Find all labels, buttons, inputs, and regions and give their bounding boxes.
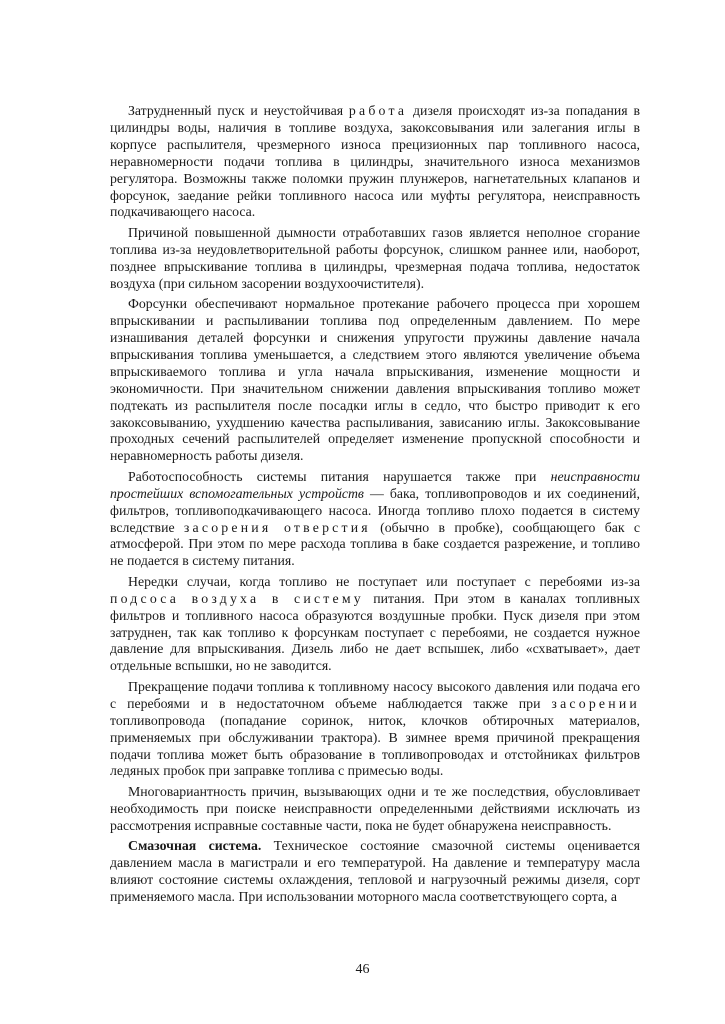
paragraph-7 — [110, 784, 640, 835]
spaced-emphasis: засорении — [551, 695, 640, 711]
text-run: дизеля происходят из-за попадания в цилиндры воды, наличия в топливе воздуха, закоксовывания или залегания иглы в корпусе распылителя, чрезмерного износа прецизионных пар топливного насоса, неравномерности подачи топлива в цилиндры, значительного износа механизмов регулятора. Возможны также поломки пружин плунжеров, нагнетательных клапанов и форсунок, заедание рейки топливного насоса или муфты регулятора, неисправность подкачивающего насоса. — [110, 103, 640, 220]
text-run: Техническое состояние смазочной системы оценивается давлением масла в магистрали и его температурой. На давление и температуру масла влияют состояние системы охлаждения, тепловой и нагрузочный режимы дизеля, сорт применяемого масла. При использовании моторного масла соответствующего сорта, а — [110, 838, 640, 904]
text-run: Нередки случаи, когда топливо не поступает или поступает с перебоями из-за — [128, 573, 640, 589]
text-run: — бака, топливопроводов и их соединений, фильтров, топливоподкачивающего насоса. Иногда топливо плохо подается в систему вследствие — [110, 485, 640, 535]
text-run: топливопровода (попадание соринок, ниток, клочков обтирочных материалов, применяемых при обслуживании трактора). В зимнее время причиной прекращения подачи топлива может быть образование в топливопроводах и отстойниках фильтров ледяных пробок при заправке топлива с примесью воды. — [110, 712, 640, 779]
text-run: Прекращение подачи топлива к топливному насосу высокого давления или подача его с перебоями и в недостаточном объеме наблюдается также при — [110, 678, 640, 711]
italic-emphasis: неисправности простейших вспомогательных устройств — [110, 468, 640, 501]
paragraph-5 — [110, 574, 640, 675]
section-heading: Смазочная система. — [128, 838, 262, 854]
text-run: Работоспособность системы питания нарушается также при — [128, 468, 551, 484]
paragraph-2 — [110, 225, 640, 293]
text-run: Причиной повышенной дымности отработавших газов является неполное сгорание топлива из-за неудовлетворительной работы форсунок, слишком раннее или, наоборот, позднее впрыскивание топлива в цилиндры, чрезмерная подача топлива, недостаток воздуха (при сильном засорении воздухоочистителя). — [110, 224, 640, 291]
text-run: Многовариантность причин, вызывающих одни и те же последствия, обусловливает необходимость при поиске неисправности определенными действиями исключать из рассмотрения исправные составные части, пока не будет обнаружена неисправность. — [110, 783, 640, 833]
paragraph-3 — [110, 296, 640, 465]
text-run: (обычно в пробке), сообщающего бак с атмосферой. При этом по мере расхода топлива в баке создается разрежение, и топливо не подается в систему питания. — [110, 519, 640, 569]
spaced-emphasis: подсоса воздуха в систему — [110, 590, 364, 606]
text-run: Затрудненный пуск и неустойчивая — [128, 103, 349, 118]
spaced-emphasis: засорения отверстия — [183, 519, 371, 535]
text-run: Форсунки обеспечивают нормальное протекание рабочего процесса при хорошем впрыскивании и распыливании топлива под определенным давлением. По мере изнашивания деталей форсунки и снижения упругости пружины давление начала впрыскивания топлива уменьшается, а следствием этого являются увеличение объема впрыскиваемого топлива и угла начала впрыскивания, изменение мощности и экономичности. При значительном снижении давления впрыскивания топливо может подтекать из распылителя после посадки иглы в седло, что быстро приводит к его закоксовыванию, ухудшению качества распыливания, зависанию иглы. Закоксовывание проходных сечений распылителей определяет изменение пропускной способности и неравномерность работы дизеля. — [110, 296, 640, 464]
spaced-emphasis: работа — [348, 103, 408, 118]
page-number: 46 — [355, 962, 370, 977]
body-text — [110, 103, 640, 909]
text-run: питания. При этом в каналах топливных фильтров и топливного насоса образуются воздушные пробки. Пуск дизеля при этом затруднен, так как топливо к форсункам поступает с перебоями, не создается нужное давление для впрыскивания. Дизель либо не дает вспышек, либо «схватывает», дает отдельные вспышки, но не заводится. — [110, 590, 640, 674]
paragraph-1 — [110, 103, 640, 221]
paragraph-6 — [110, 679, 640, 780]
paragraph-8 — [110, 838, 640, 906]
paragraph-4 — [110, 469, 640, 570]
